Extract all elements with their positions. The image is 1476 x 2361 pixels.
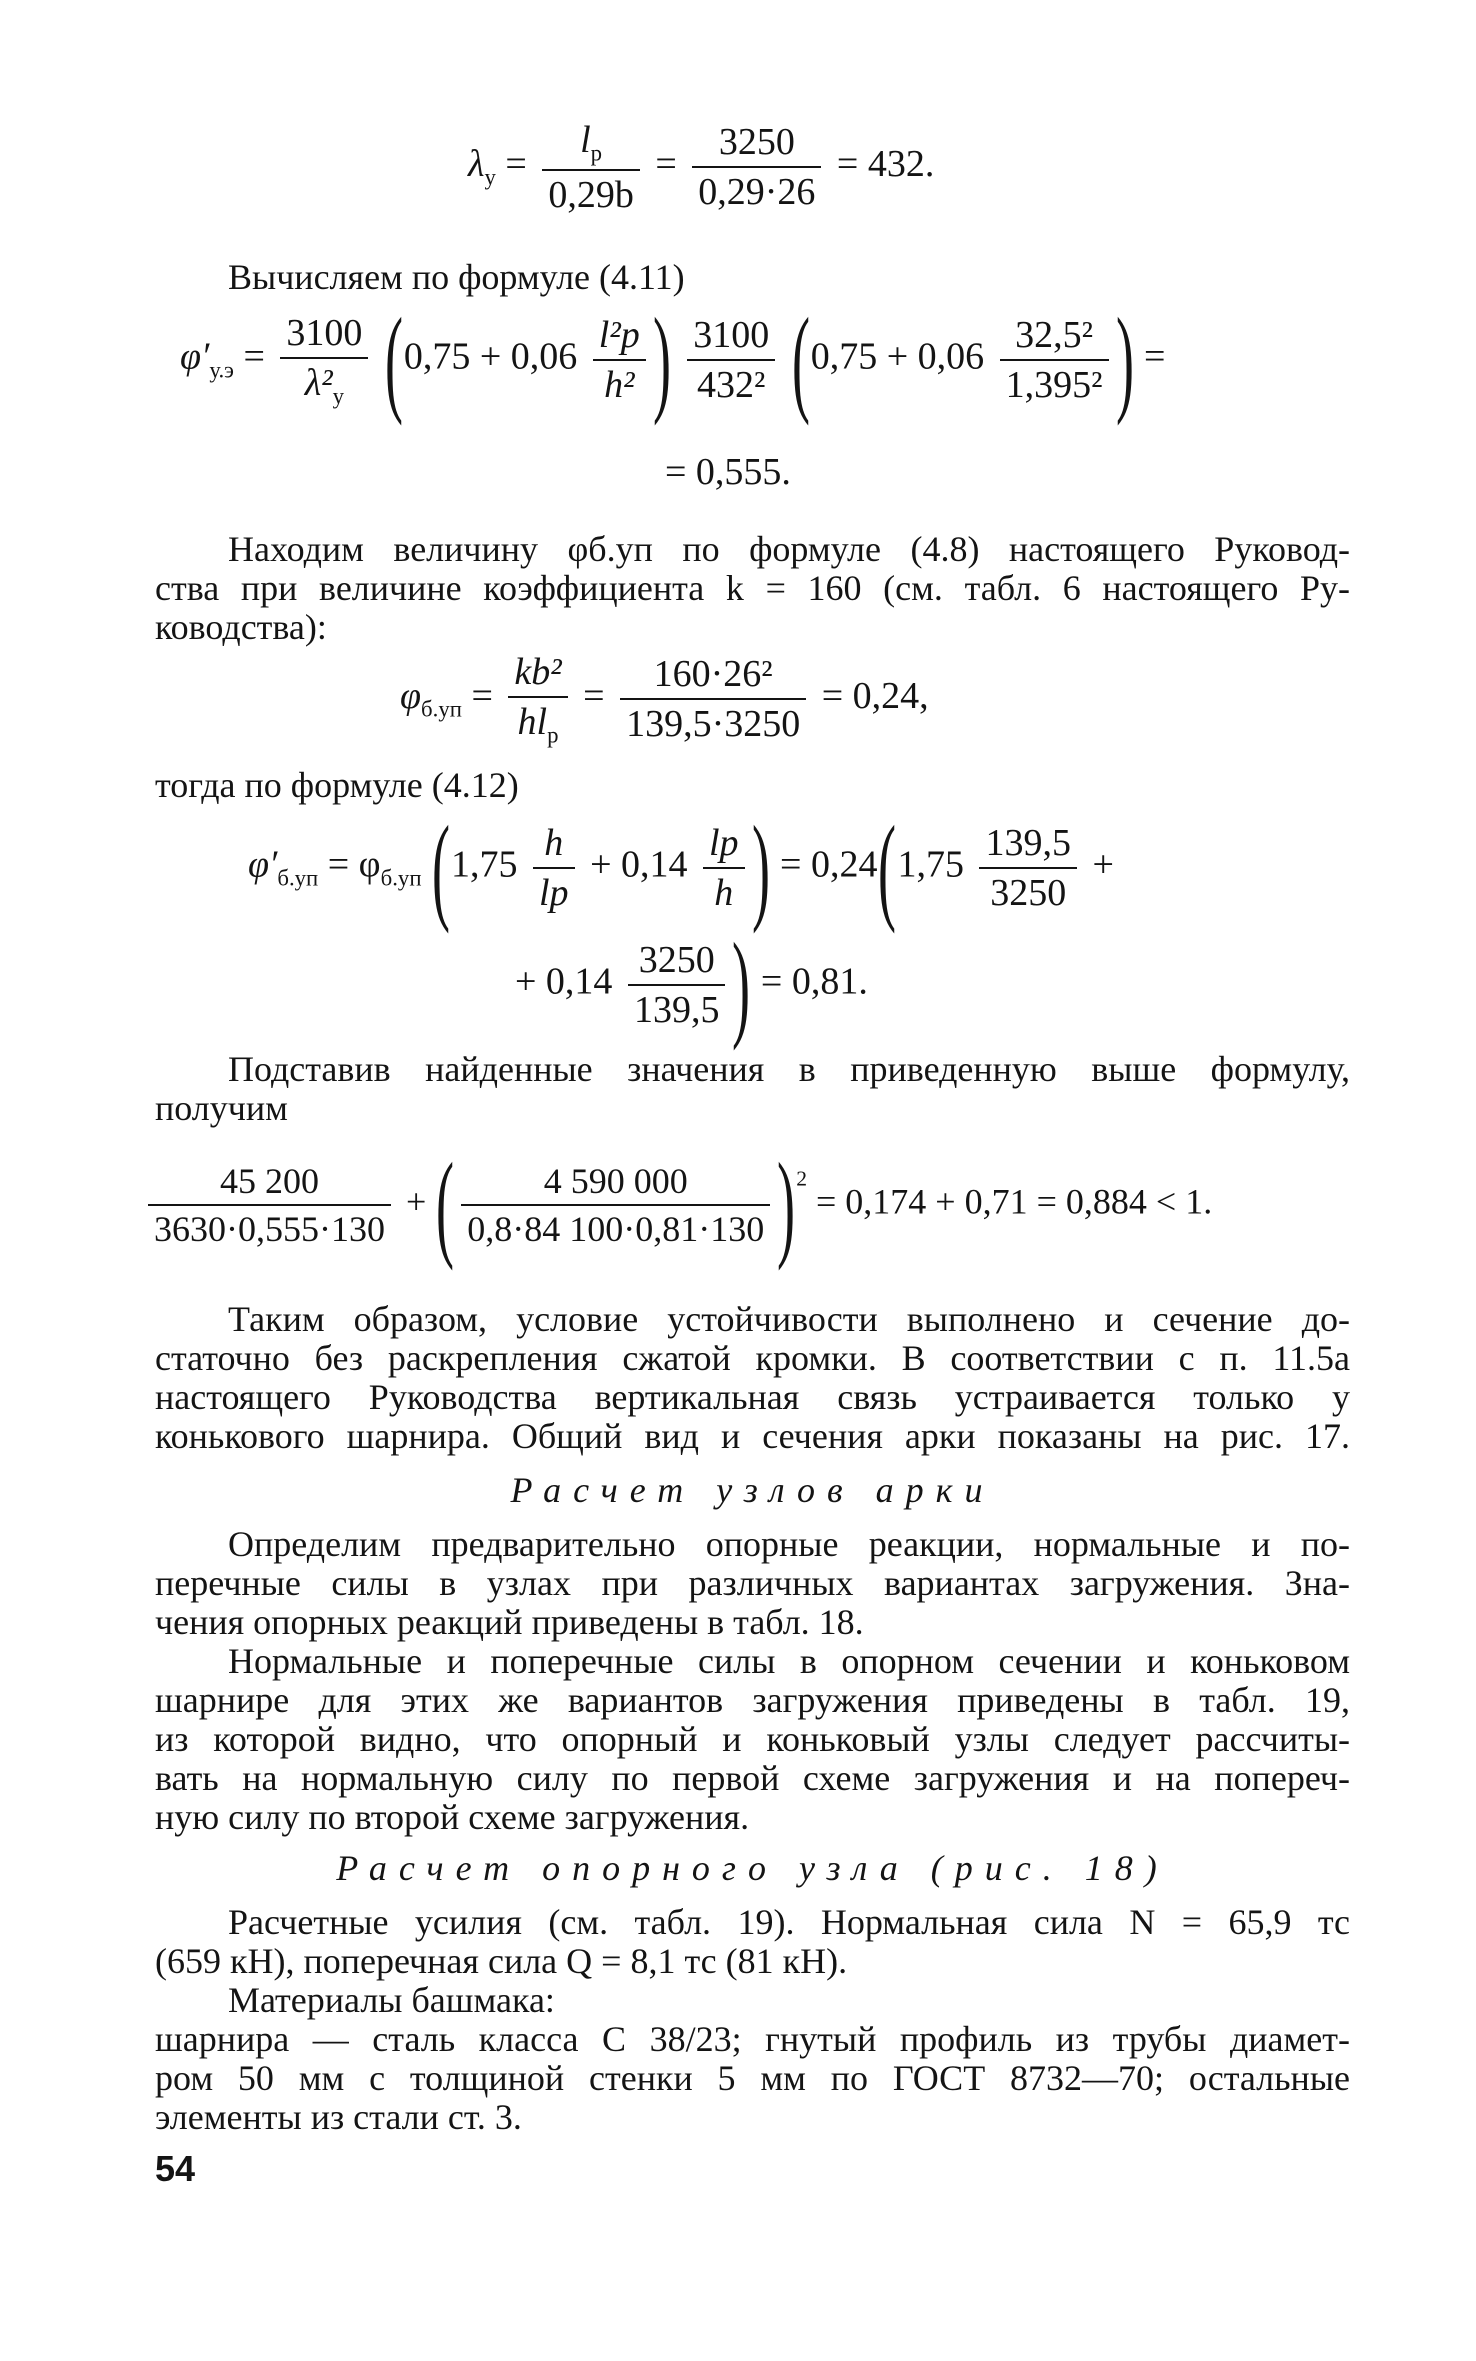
paragraph-line: ром 50 мм с толщиной стенки 5 мм по ГОСТ 8732—70; остальные: [155, 2058, 1350, 2098]
paragraph-line: Определим предварительно опорные реакции, нормальные и по-: [228, 1524, 1350, 1564]
paragraph-line: вать на нормальную силу по первой схеме загружения и на попереч-: [155, 1758, 1350, 1798]
paragraph-line: настоящего Руководства вертикальная связь устраивается только у: [155, 1377, 1350, 1417]
formula-phi-bup-prime: $\varphi'_{б.уп} = \varphi_{б.уп}$ (1,75 $\frac{h}{lр}$ + 0,14 $\frac{lр}{h}$ ) = 0,24(1,75 $\frac{139,5}{3250}$ +: [248, 801, 1114, 934]
paragraph-line: Таким образом, условие устойчивости выполнено и сечение до-: [228, 1299, 1350, 1339]
paragraph-line: из которой видно, что опорный и коньковый узлы следует рассчиты-: [155, 1719, 1350, 1759]
paragraph-line: перечные силы в узлах при различных вариантах загружения. Зна-: [155, 1563, 1350, 1603]
formula-phi-ye-result: = 0,555.: [665, 451, 791, 493]
paragraph-line: шарнире для этих же вариантов загружения приведены в табл. 19,: [155, 1680, 1350, 1720]
paragraph-line: статочно без раскрепления сжатой кромки. В соответствии с п. 11.5а: [155, 1338, 1350, 1378]
formula-lambda: $\lambda_у$ = $\frac{l_р}{0,29b}$ = $\frac{3250}{0,29\cdot 26}$ = 432.: [468, 119, 935, 216]
paragraph-line: тогда по формуле (4.12): [155, 765, 519, 805]
paragraph-line: Подставив найденные значения в приведенную выше формулу,: [228, 1049, 1350, 1089]
paragraph-line: (659 кН), поперечная сила Q = 8,1 тс (81 кН).: [155, 1941, 848, 1981]
paragraph-line: чения опорных реакций приведены в табл. 18.: [155, 1602, 864, 1642]
formula-stability-check: $\frac{45 200}{3630\cdot 0,555\cdot 130}$ + ( $\frac{4 590 000}{0,8\cdot 84 100\cdot 0,81\cdot 130}$ )$^2$ = 0,174 + 0,71 = 0,884 < 1.: [148, 1145, 1212, 1265]
paragraph-line: шарнира — сталь класса С 38/23; гнутый профиль из трубы диамет-: [155, 2019, 1350, 2059]
section-heading: Расчет опорного узла (рис. 18): [336, 1848, 1169, 1888]
section-heading: Расчет узлов арки: [510, 1470, 995, 1510]
formula-phi-bup: $\varphi_{б.уп}$ = $\frac{\text{kb²}}{hl_р}$ = $\frac{\text{160·26²}}{139,5\cdot 3250}$ = 0,24,: [400, 651, 929, 748]
paragraph-line: Расчетные усилия (см. табл. 19). Нормальная сила N = 65,9 тс: [228, 1902, 1350, 1942]
formula-phi-bup-prime-line2: + 0,14 $\frac{3250}{139,5}$ ) = 0,81.: [515, 918, 868, 1051]
paragraph-line: получим: [155, 1088, 288, 1128]
paragraph-line: конькового шарнира. Общий вид и сечения арки показаны на рис. 17.: [155, 1416, 1350, 1456]
paragraph-line: Находим величину φб.уп по формуле (4.8) настоящего Руковод-: [228, 529, 1350, 569]
page-number: 54: [155, 2148, 196, 2189]
paragraph-line: Нормальные и поперечные силы в опорном сечении и коньковом: [228, 1641, 1350, 1681]
paragraph-line: ководства):: [155, 607, 327, 647]
paragraph-line: Вычисляем по формуле (4.11): [228, 257, 685, 297]
formula-phi-ye: $\varphi'_{у.э}$ = $\frac{3100}{\lambda^2_у}$ (0,75 + 0,06 $\frac{\text{l²р}}{\text{h²}}$ ) $\frac{3100}{\text{432²}}$ (0,75 + 0,06 $\frac{\text{32,5²}}{\text{1,395²}}$ ) =: [180, 293, 1166, 426]
paragraph-line: ную силу по второй схеме загружения.: [155, 1797, 750, 1837]
paragraph-line: элементы из стали ст. 3.: [155, 2097, 522, 2137]
paragraph-line: Материалы башмака:: [228, 1980, 555, 2020]
paragraph-line: ства при величине коэффициента k = 160 (см. табл. 6 настоящего Ру-: [155, 568, 1350, 608]
